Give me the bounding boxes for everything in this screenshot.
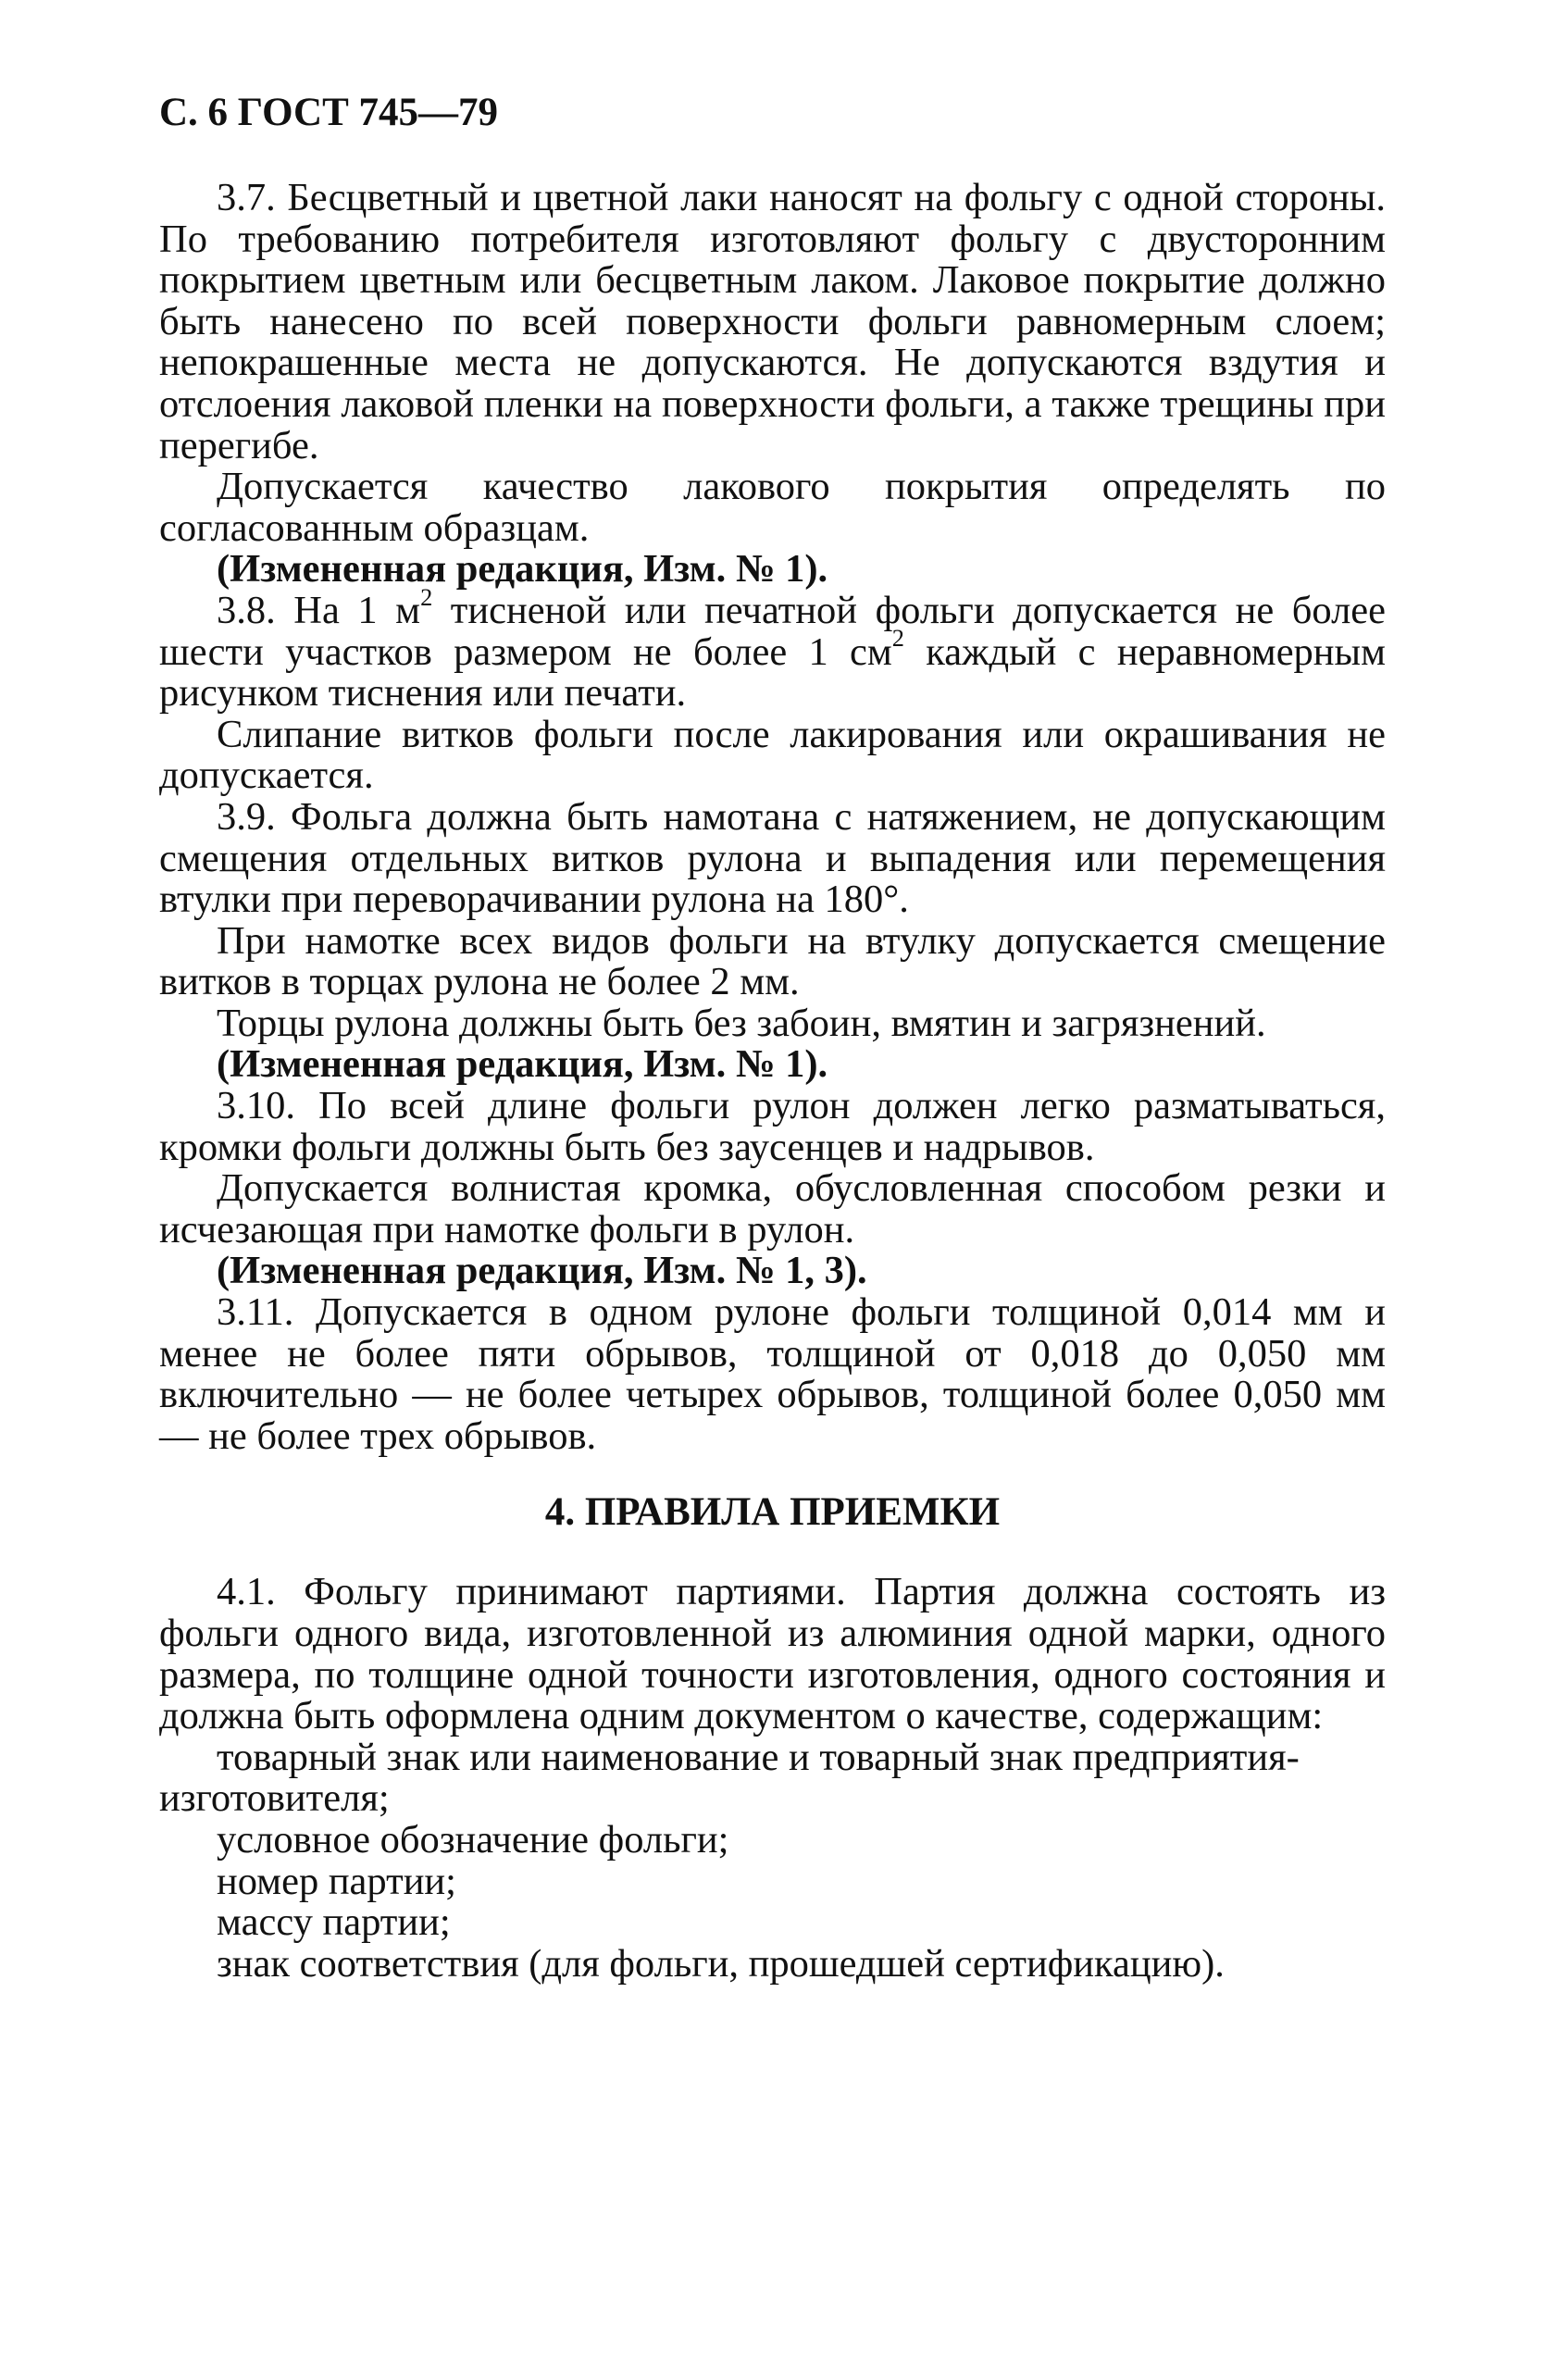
clause-3-8-text-b: тисненой или печатной фольги допускается не более шести участков размером не более 1 см [159,588,1387,674]
page-header: С. 6 ГОСТ 745—79 [159,91,499,134]
clause-3-8-text-c: каждый с неравномерным рисунком тиснения или печати. [159,629,1386,716]
clause-3-8-paragraph-2: Слипание витков фольги после лакирования или окрашивания не допускается. [159,712,1386,798]
list-item: номер партии; [217,1859,456,1903]
section-heading: 4. ПРАВИЛА ПРИЕМКИ [544,1490,1001,1535]
clause-3-7-paragraph: 3.7. Бесцветный и цветной лаки наносят на фольгу с одной стороны. По требованию потребителя изготовляют фольгу с двусторонним покрытием цветным или бесцветным лаком. Лаковое покрытие должно быть нанесено по всей поверхности фольги равномерным слоем; непокрашенные места не допускаются. Не допускаются вздутия и отслоения лаковой пленки на поверхности фольги, а также трещины при перегибе. [159,176,1386,467]
amendment-note: (Измененная редакция, Изм. № 1). [217,547,828,592]
list-item: знак соответствия (для фольги, прошедшей сертификацию). [217,1941,1225,1986]
list-item: товарный знак или наименование и товарный знак предприятия-изготовителя; [159,1735,1300,1821]
amendment-note: (Измененная редакция, Изм. № 1). [217,1042,828,1087]
clause-3-8-text-a: 3.8. На 1 м [217,588,421,632]
superscript-square: 2 [420,583,433,611]
clause-3-10-paragraph-2: Допускается волнистая кромка, обусловленная способом резки и исчезающая при намотке фольги в рулон. [159,1166,1386,1251]
clause-3-7-paragraph-2: Допускается качество лакового покрытия определять по согласованным образцам. [159,465,1386,550]
clause-3-8-paragraph [159,583,1387,716]
clause-3-9-paragraph-3: Торцы рулона должны быть без забоин, вмятин и загрязнений. [217,1001,1266,1045]
clause-3-9-paragraph-2: При намотке всех видов фольги на втулку допускается смещение витков в торцах рулона не более 2 мм. [159,918,1386,1004]
clause-4-1-paragraph: 4.1. Фольгу принимают партиями. Партия должна состоять из фольги одного вида, изготовленной из алюминия одной марки, одного размера, по толщине одной точности изготовления, одного состояния и должна быть оформлена одним документом о качестве, содержащим: [159,1570,1386,1738]
clause-3-10-paragraph: 3.10. По всей длине фольги рулон должен легко разматываться, кромки фольги должны быть без заусенцев и надрывов. [159,1084,1386,1169]
clause-3-9-paragraph: 3.9. Фольга должна быть намотана с натяжением, не допускающим смещения отдельных витков рулона и выпадения или перемещения втулки при переворачивании рулона на 180°. [159,794,1386,922]
superscript-square: 2 [891,625,904,653]
clause-3-11-paragraph: 3.11. Допускается в одном рулоне фольги толщиной 0,014 мм и менее не более пяти обрывов, толщиной от 0,018 до 0,050 мм включительно — не более четырех обрывов, толщиной более 0,050 мм — не более трех обрывов. [159,1290,1386,1458]
document-body [159,178,1386,1985]
list-item: условное обозначение фольги; [217,1817,729,1862]
amendment-note: (Измененная редакция, Изм. № 1, 3). [217,1249,867,1293]
list-item: массу партии; [217,1900,451,1945]
